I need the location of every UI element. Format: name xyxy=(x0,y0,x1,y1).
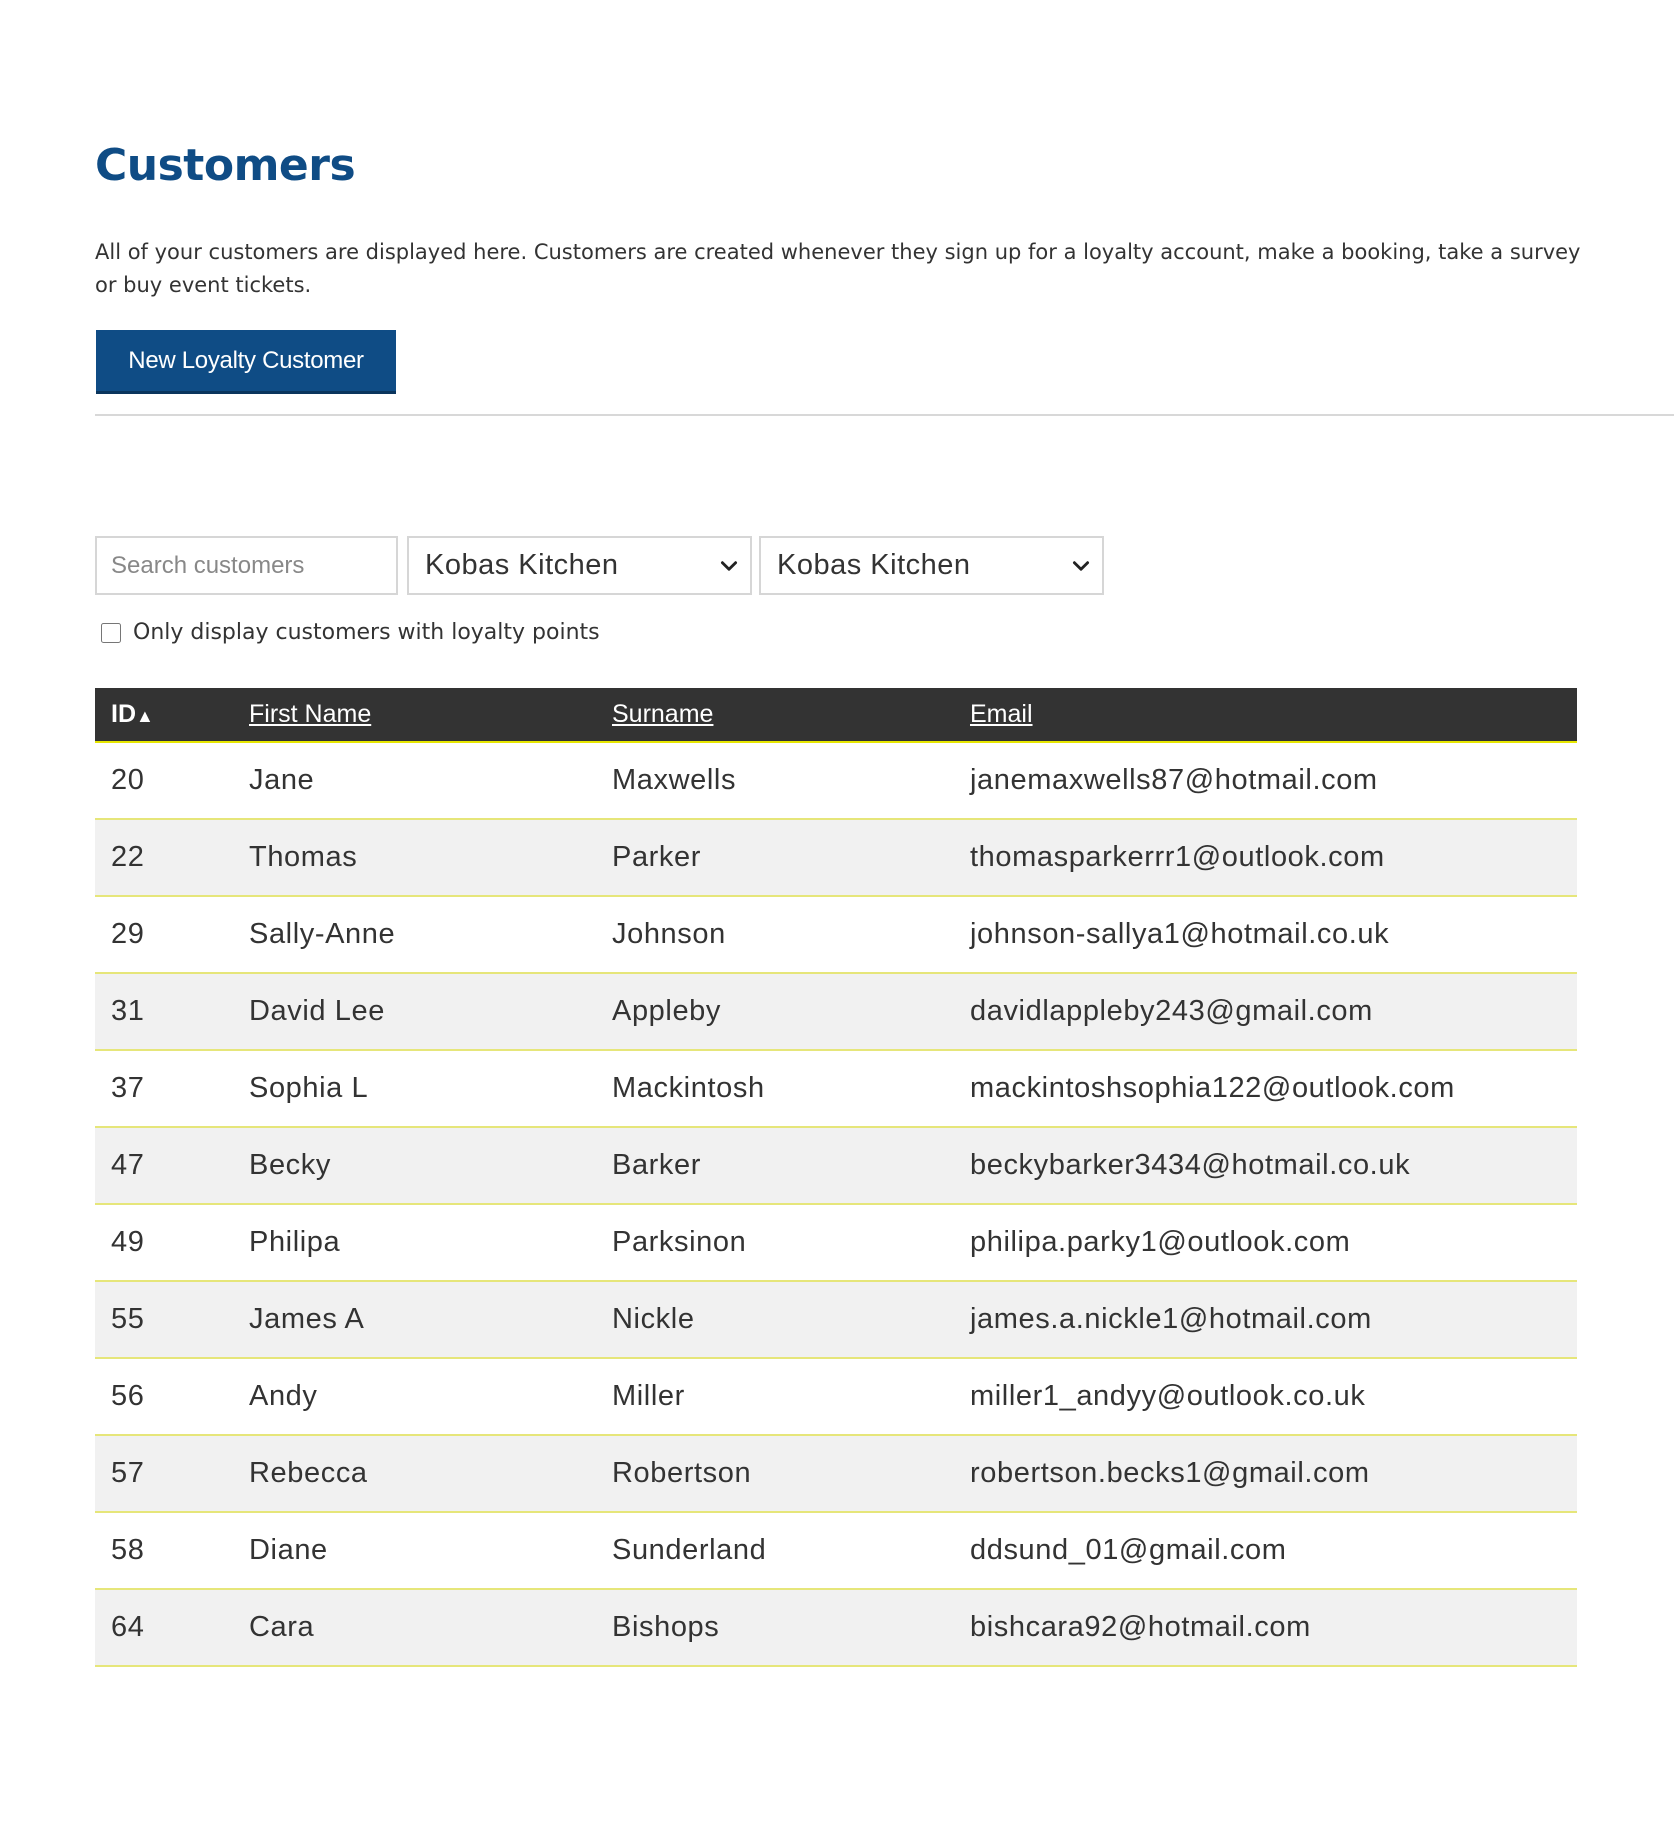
column-header-first-name xyxy=(249,688,612,742)
surname-cell: Barker xyxy=(612,1149,702,1181)
table-row[interactable] xyxy=(95,1281,1577,1358)
customer-id-cell: 56 xyxy=(111,1380,145,1412)
page-description: All of your customers are displayed here. Customers are created whenever they sign up for a loyalty account, make a booking, take a survey or buy event tickets. xyxy=(95,240,1581,297)
venue-select-1-value: Kobas Kitchen xyxy=(425,549,619,581)
table-row[interactable] xyxy=(95,742,1577,819)
sort-first-name-link[interactable]: First Name xyxy=(249,700,372,728)
email-cell: johnson-sallya1@hotmail.co.uk xyxy=(970,918,1390,950)
email-cell: bishcara92@hotmail.com xyxy=(970,1611,1311,1643)
chevron-down-icon xyxy=(718,555,740,577)
email-cell: miller1_andyy@outlook.co.uk xyxy=(970,1380,1366,1412)
email-cell: robertson.becks1@gmail.com xyxy=(970,1457,1370,1489)
email-cell: ddsund_01@gmail.com xyxy=(970,1534,1287,1566)
table-row[interactable] xyxy=(95,1589,1577,1666)
loyalty-filter-row[interactable] xyxy=(101,620,600,645)
customers-table xyxy=(95,688,1577,1667)
customer-id-cell: 64 xyxy=(111,1611,145,1643)
section-divider xyxy=(95,414,1674,416)
new-loyalty-customer-button[interactable]: New Loyalty Customer xyxy=(96,330,396,394)
surname-cell: Parksinon xyxy=(612,1226,747,1258)
column-header-email xyxy=(970,688,1577,742)
first-name-cell: Diane xyxy=(249,1534,328,1566)
customer-id-cell: 20 xyxy=(111,764,145,796)
table-header-row xyxy=(95,688,1577,742)
surname-cell: Parker xyxy=(612,841,702,873)
customer-id-cell: 57 xyxy=(111,1457,145,1489)
customer-id-cell: 49 xyxy=(111,1226,145,1258)
email-cell: beckybarker3434@hotmail.co.uk xyxy=(970,1149,1411,1181)
first-name-cell: Sophia L xyxy=(249,1072,369,1104)
first-name-cell: Rebecca xyxy=(249,1457,368,1489)
first-name-cell: Andy xyxy=(249,1380,318,1412)
column-header-id[interactable] xyxy=(95,688,249,742)
table-row[interactable] xyxy=(95,819,1577,896)
customer-id-cell: 37 xyxy=(111,1072,145,1104)
customers-table-body xyxy=(95,742,1577,1666)
surname-cell: Appleby xyxy=(612,995,721,1027)
surname-cell: Johnson xyxy=(612,918,726,950)
venue-select-1[interactable] xyxy=(407,536,752,595)
table-row[interactable] xyxy=(95,973,1577,1050)
email-cell: thomasparkerrr1@outlook.com xyxy=(970,841,1385,873)
loyalty-only-label: Only display customers with loyalty points xyxy=(133,620,600,645)
table-row[interactable] xyxy=(95,1435,1577,1512)
surname-cell: Miller xyxy=(612,1380,685,1412)
email-cell: davidlappleby243@gmail.com xyxy=(970,995,1373,1027)
first-name-cell: Cara xyxy=(249,1611,315,1643)
surname-cell: Sunderland xyxy=(612,1534,767,1566)
customer-id-cell: 58 xyxy=(111,1534,145,1566)
surname-cell: Mackintosh xyxy=(612,1072,765,1104)
surname-cell: Maxwells xyxy=(612,764,737,796)
chevron-down-icon xyxy=(1070,555,1092,577)
email-cell: janemaxwells87@hotmail.com xyxy=(970,764,1378,796)
customer-id-cell: 31 xyxy=(111,995,145,1027)
table-row[interactable] xyxy=(95,896,1577,973)
table-row[interactable] xyxy=(95,1204,1577,1281)
table-row[interactable] xyxy=(95,1512,1577,1589)
email-cell: philipa.parky1@outlook.com xyxy=(970,1226,1351,1258)
search-input[interactable] xyxy=(95,536,398,595)
column-header-surname xyxy=(612,688,970,742)
sort-surname-link[interactable]: Surname xyxy=(612,700,714,728)
table-row[interactable] xyxy=(95,1127,1577,1204)
email-cell: mackintoshsophia122@outlook.com xyxy=(970,1072,1455,1104)
email-cell: james.a.nickle1@hotmail.com xyxy=(970,1303,1372,1335)
first-name-cell: David Lee xyxy=(249,995,385,1027)
first-name-cell: Jane xyxy=(249,764,315,796)
first-name-cell: Becky xyxy=(249,1149,331,1181)
loyalty-only-checkbox[interactable] xyxy=(101,623,121,643)
customer-id-cell: 55 xyxy=(111,1303,145,1335)
first-name-cell: James A xyxy=(249,1303,365,1335)
surname-cell: Bishops xyxy=(612,1611,720,1643)
surname-cell: Robertson xyxy=(612,1457,752,1489)
customer-id-cell: 47 xyxy=(111,1149,145,1181)
customer-id-cell: 29 xyxy=(111,918,145,950)
surname-cell: Nickle xyxy=(612,1303,695,1335)
first-name-cell: Sally-Anne xyxy=(249,918,396,950)
first-name-cell: Thomas xyxy=(249,841,358,873)
venue-select-2-value: Kobas Kitchen xyxy=(777,549,971,581)
venue-select-2[interactable] xyxy=(759,536,1104,595)
sort-email-link[interactable]: Email xyxy=(970,700,1033,728)
table-row[interactable] xyxy=(95,1358,1577,1435)
first-name-cell: Philipa xyxy=(249,1226,341,1258)
table-row[interactable] xyxy=(95,1050,1577,1127)
column-header-id-label: ID xyxy=(111,700,136,728)
page-title: Customers xyxy=(95,140,356,191)
sort-ascending-icon: ▲ xyxy=(136,706,154,726)
customer-id-cell: 22 xyxy=(111,841,145,873)
